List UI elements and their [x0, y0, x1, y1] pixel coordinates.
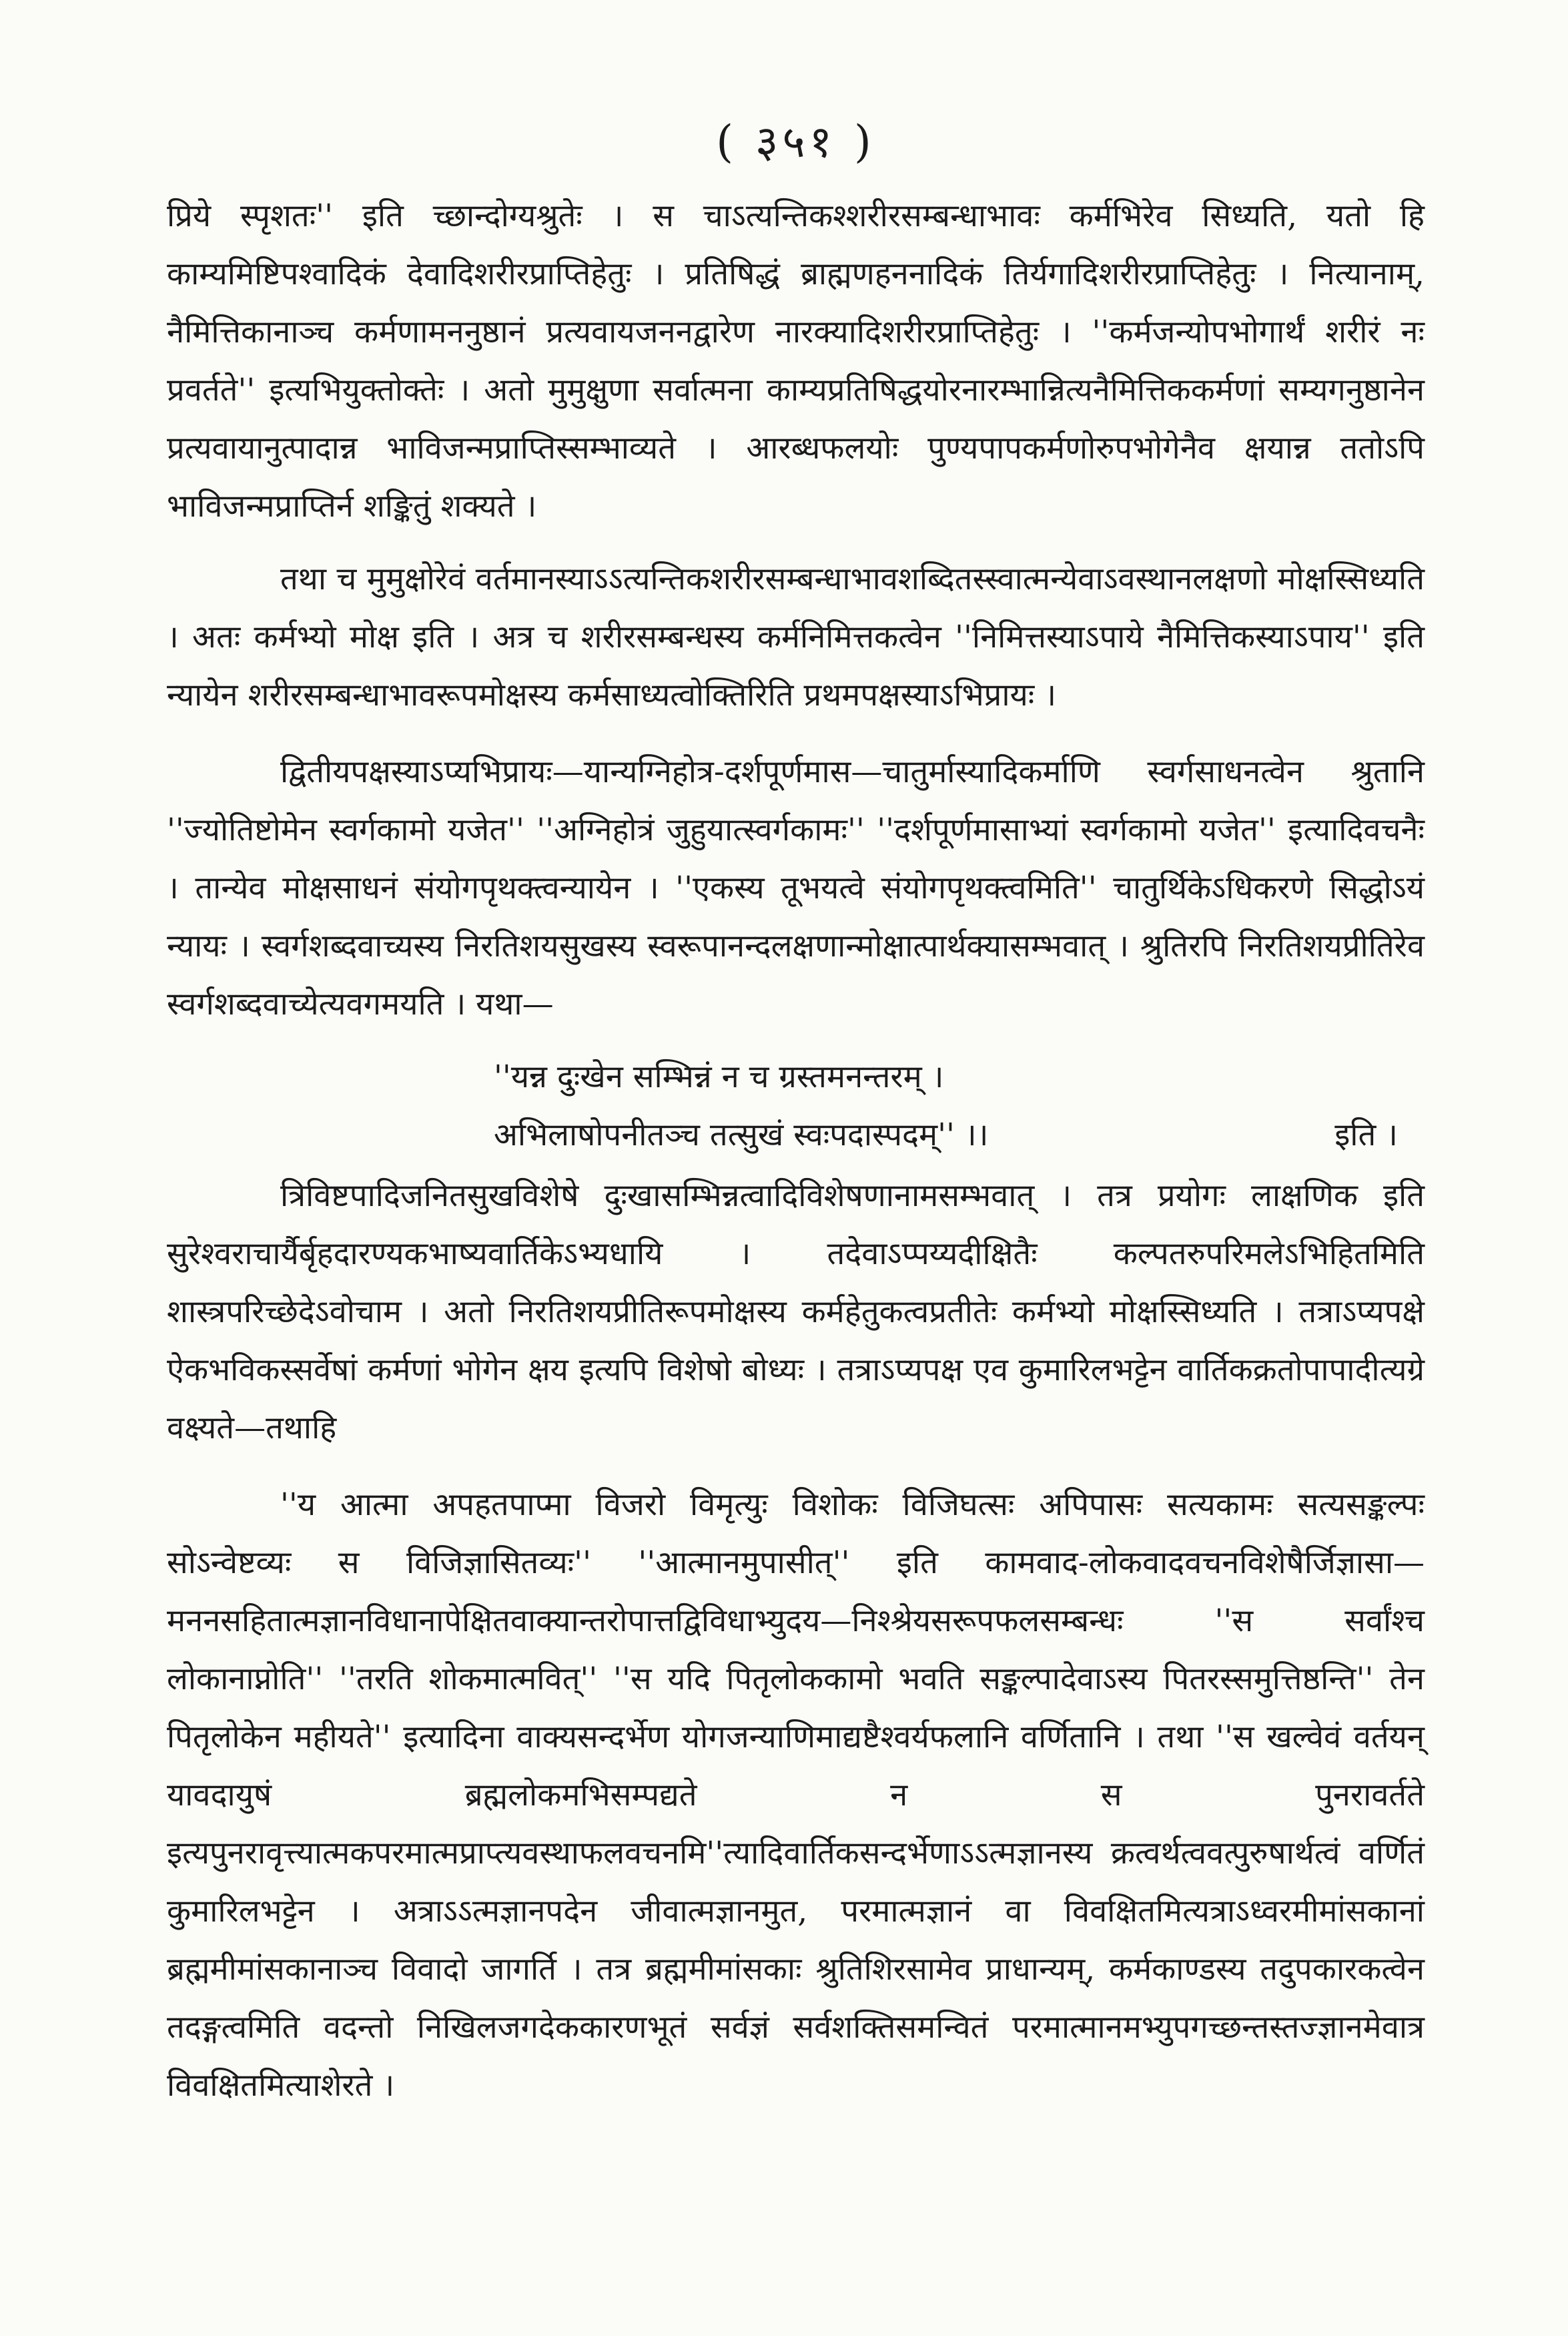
page-body	[167, 187, 1425, 2114]
verse-quote	[167, 1048, 1425, 1164]
page-number: ( ३५१ )	[716, 116, 875, 168]
paragraph-3: द्वितीयपक्षस्याऽप्यभिप्रायः—यान्यग्निहोत्र-दर्शपूर्णमास—चातुर्मास्यादिकर्माणि स्वर्गसाधनत्वेन श्रुतानि ''ज्योतिष्टोमेन स्वर्गकामो यजेत'' ''अग्निहोत्रं जुहुयात्स्वर्गकामः'' ''दर्शपूर्णमासाभ्यां स्वर्गकामो यजेत'' इत्यादिवचनैः । तान्येव मोक्षसाधनं संयोगपृथक्त्वन्यायेन । ''एकस्य तूभयत्वे संयोगपृथक्त्वमिति'' चातुर्थिकेऽधिकरणे सिद्धोऽयं न्यायः । स्वर्गशब्दवाच्यस्य निरतिशयसुखस्य स्वरूपानन्दलक्षणान्मोक्षात्पार्थक्यासम्भवात् । श्रुतिरपि निरतिशयप्रीतिरेव स्वर्गशब्दवाच्येत्यवगमयति । यथा—	[167, 754, 1425, 1023]
paragraph-2: तथा च मुमुक्षोरेवं वर्तमानस्याऽऽत्यन्तिकशरीरसम्बन्धाभावशब्दितस्स्वात्मन्येवाऽवस्थानलक्षणो मोक्षस्सिध्यति । अतः कर्मभ्यो मोक्ष इति । अत्र च शरीरसम्बन्धस्य कर्मनिमित्तकत्वेन ''निमित्तस्याऽपाये नैमित्तिकस्याऽपाय'' इति न्यायेन शरीरसम्बन्धाभावरूपमोक्षस्य कर्मसाध्यत्वोक्तिरिति प्रथमपक्षस्याऽभिप्रायः ।	[167, 561, 1425, 713]
paragraph-5: ''य आत्मा अपहतपाप्मा विजरो विमृत्युः विशोकः विजिघत्सः अपिपासः सत्यकामः सत्यसङ्कल्पः सोऽन्वेष्टव्यः स विजिज्ञासितव्यः'' ''आत्मानमुपासीत्'' इति कामवाद-लोकवादवचनविशेषैर्जिज्ञासा—मननसहितात्मज्ञानविधानापेक्षितवाक्यान्तरोपात्तद्विविधाभ्युदय—निश्श्रेयसरूपफलसम्बन्धः ''स सर्वांश्च लोकानाप्नोति'' ''तरति शोकमात्मवित्'' ''स यदि पितृलोककामो भवति सङ्कल्पादेवाऽस्य पितरस्समुत्तिष्ठन्ति'' तेन पितृलोकेन महीयते'' इत्यादिना वाक्यसन्दर्भेण योगजन्याणिमाद्यष्टैश्वर्यफलानि वर्णितानि । तथा ''स खल्वेवं वर्तयन् यावदायुषं ब्रह्मलोकमभिसम्पद्यते न स पुनरावर्तते इत्यपुनरावृत्त्यात्मकपरमात्मप्राप्त्यवस्थाफलवचनमि''त्यादिवार्तिकसन्दर्भेणाऽऽत्मज्ञानस्य क्रत्वर्थत्ववत्पुरुषार्थत्वं वर्णितं कुमारिलभट्टेन । अत्राऽऽत्मज्ञानपदेन जीवात्मज्ञानमुत, परमात्मज्ञानं वा विवक्षितमित्यत्राऽध्वरमीमांसकानां ब्रह्ममीमांसकानाञ्च विवादो जागर्ति । तत्र ब्रह्ममीमांसकाः श्रुतिशिरसामेव प्राधान्यम्, कर्मकाण्डस्य तदुपकारकत्वेन तदङ्गत्वमिति वदन्तो निखिलजगदेककारणभूतं सर्वज्ञं सर्वशक्तिसमन्वितं परमात्मानमभ्युपगच्छन्तस्तज्ज्ञानमेवात्र विवक्षितमित्याशेरते ।	[167, 1486, 1425, 2104]
verse-line-1: ''यन्न दुःखेन सम्भिन्नं न च ग्रस्तमनन्तरम् ।	[494, 1059, 944, 1095]
paragraph-1: प्रिये स्पृशतः'' इति च्छान्दोग्यश्रुतेः । स चाऽत्यन्तिकश्शरीरसम्बन्धाभावः कर्मभिरेव सिध्यति, यतो हि काम्यमिष्टिपश्वादिकं देवादिशरीरप्राप्तिहेतुः । प्रतिषिद्धं ब्राह्मणहननादिकं तिर्यगादिशरीरप्राप्तिहेतुः । नित्यानाम्, नैमित्तिकानाञ्च कर्मणामननुष्ठानं प्रत्यवायजननद्वारेण नारक्यादिशरीरप्राप्तिहेतुः । ''कर्मजन्योपभोगार्थं शरीरं नः प्रवर्तते'' इत्यभियुक्तोक्तेः । अतो मुमुक्षुणा सर्वात्मना काम्यप्रतिषिद्धयोरनारम्भान्नित्यनैमित्तिककर्मणां सम्यगनुष्ठानेन प्रत्यवायानुत्पादान्न भाविजन्मप्राप्तिस्सम्भाव्यते । आरब्धफलयोः पुण्यपापकर्मणोरुपभोगेनैव क्षयान्न ततोऽपि भाविजन्मप्राप्तिर्न शङ्कितुं शक्यते ।	[167, 198, 1425, 525]
verse-iti: इति ।	[1334, 1117, 1398, 1153]
verse-line-2	[167, 1106, 1425, 1164]
paragraph-4: त्रिविष्टपादिजनितसुखविशेषे दुःखासम्भिन्नत्वादिविशेषणानामसम्भवात् । तत्र प्रयोगः लाक्षणिक इति सुरेश्वराचार्यैर्बृहदारण्यकभाष्यवार्तिकेऽभ्यधायि । तदेवाऽप्पय्यदीक्षितैः कल्पतरुपरिमलेऽभिहितमिति शास्त्रपरिच्छेदेऽवोचाम । अतो निरतिशयप्रीतिरूपमोक्षस्य कर्महेतुकत्वप्रतीतेः कर्मभ्यो मोक्षस्सिध्यति । तत्राऽप्यपक्षे ऐकभविकस्सर्वेषां कर्मणां भोगेन क्षय इत्यपि विशेषो बोध्यः । तत्राऽप्यपक्ष एव कुमारिलभट्टेन वार्तिकक्रतोपापादीत्यग्रे वक्ष्यते—तथाहि	[167, 1177, 1425, 1446]
verse-line-2-text: अभिलाषोपनीतञ्च तत्सुखं स्वःपदास्पदम्'' ।।	[494, 1117, 989, 1153]
